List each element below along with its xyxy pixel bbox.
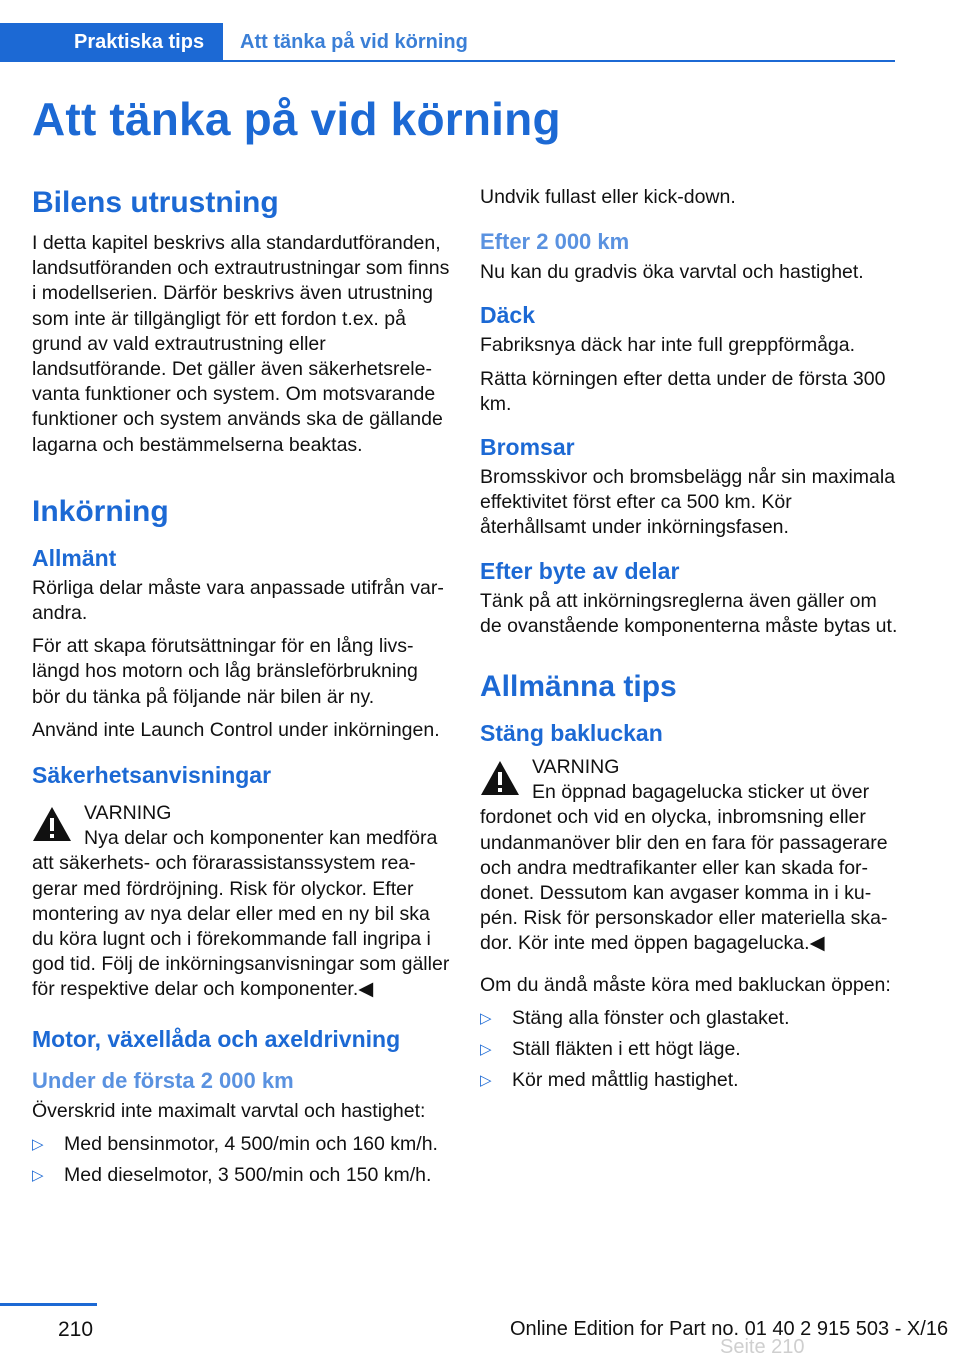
avoid-text: Undvik fullast eller kick-down. <box>480 186 736 208</box>
warning-text: En öppnad bagagelucka sticker ut över fordonet och vid en olycka, inbromsning eller undanmanöver blir den en fara för passagerare och andra medtrafikanter eller kan skada fordonet. Dessutom kan avgaser komma in i kupén. Risk för personskador eller materiella skador. Kör inte med öppen bagagelucka.◀ <box>480 781 888 955</box>
warning-label: VARNING <box>84 802 172 825</box>
brakes-heading: Bromsar <box>480 434 575 461</box>
bullet-icon: ▷ <box>32 1135 44 1153</box>
list-item: ▷ Med dieselmotor, 3 500/min och 150 km/h. <box>32 1163 450 1188</box>
first-2000-text: Överskrid inte maximalt varvtal och hastighet: <box>32 1099 426 1122</box>
equipment-heading: Bilens utrustning <box>32 186 279 219</box>
tyres-paragraph-1: Fabriksnya däck har inte full greppförmåga. <box>480 334 856 357</box>
open-tailgate-text: Om du ändå måste köra med bakluckan öppen: <box>480 973 891 996</box>
warning-label: VARNING <box>532 756 620 779</box>
engine-heading: Motor, växellåda och axeldrivning <box>32 1025 401 1052</box>
general-tips-heading: Allmänna tips <box>480 670 677 704</box>
general-paragraph-2: För att skapa förutsättningar för en lång livslängd hos motorn och låg bränsleförbrukning bör du tänka på följande när bilen är ny. <box>32 635 418 708</box>
header-divider <box>0 60 895 62</box>
tyres-paragraph-2: Rätta körningen efter detta under de första 300 km. <box>480 367 886 415</box>
current-topic-tab[interactable]: Att tänka på vid körning <box>240 31 468 53</box>
list-item: ▷ Ställ fläkten i ett högt läge. <box>480 1037 898 1062</box>
brakes-text: Bromsskivor och bromsbelägg når sin maximala effektivitet först efter ca 500 km. Kör återhållsamt under inkörningsfasen. <box>480 466 896 539</box>
general-heading: Allmänt <box>32 544 117 571</box>
watermark: Seite 210 <box>720 1336 805 1358</box>
warning-box <box>32 801 450 1003</box>
right-column <box>480 185 898 1099</box>
after-2000-text: Nu kan du gradvis öka varvtal och hastighet. <box>480 261 864 284</box>
general-paragraph-1: Rörliga delar måste vara anpassade utifrån varandra. <box>32 576 444 625</box>
tailgate-heading: Stäng bakluckan <box>480 720 663 747</box>
list-item: ▷ Kör med måttlig hastighet. <box>480 1068 898 1093</box>
section-tab[interactable]: Praktiska tips <box>0 23 223 61</box>
warning-text: Nya delar och komponenter kan medföra att säkerhets- och förarassistanssystem reagerar med fördröjning. Risk för olyckor. Efter montering av nya delar eller med en ny bil ska du köra lugnt och i förekommande fall ingripa i god tid. Följ de inkörningsanvisningar som gäller för respektive delar och komponenter.◀ <box>32 827 450 1001</box>
warning-box <box>480 755 898 957</box>
first-2000-heading: Under de första 2 000 km <box>32 1067 294 1093</box>
left-column <box>32 185 450 1194</box>
warning-triangle-icon <box>480 759 520 797</box>
list-item: ▷ Stäng alla fönster och glastaket. <box>480 1006 898 1031</box>
edition-text: Online Edition for Part no. 01 40 2 915 503 - X/16 <box>510 1318 949 1340</box>
page-title: Att tänka på vid körning <box>32 93 561 145</box>
bullet-icon: ▷ <box>480 1009 492 1027</box>
bullet-icon: ▷ <box>480 1072 492 1090</box>
bullet-icon: ▷ <box>480 1041 492 1059</box>
parts-heading: Efter byte av delar <box>480 557 680 584</box>
equipment-text: I detta kapitel beskrivs alla standardutföranden, landsutföranden och extrautrustningar som finns i modellserien. Därför beskrivs även utrustning som inte är tillgängligt för ett fordon t.ex. på grund av vald extrautrustning eller landsutförande. Det gäller även säkerhetsrelevanta funktioner och system. Om motsvarande funktioner och system används ska de gällande lagarna och bestämmelserna beaktas. <box>32 232 450 456</box>
breakin-heading: Inkörning <box>32 494 169 528</box>
general-paragraph-3: Använd inte Launch Control under inkörningen. <box>32 718 440 741</box>
page-header <box>0 0 960 64</box>
footer-divider <box>0 1303 97 1306</box>
parts-text: Tänk på att inkörningsreglerna även gäller om de ovanstående komponenterna måste bytas ut. <box>480 589 898 637</box>
safety-heading: Säkerhetsanvisningar <box>32 762 272 789</box>
tyres-heading: Däck <box>480 302 535 329</box>
warning-triangle-icon <box>32 805 72 843</box>
open-tailgate-list <box>480 1006 898 1094</box>
bullet-icon: ▷ <box>32 1167 44 1185</box>
engine-limits-list <box>32 1132 450 1188</box>
after-2000-heading: Efter 2 000 km <box>480 229 630 255</box>
page-number: 210 <box>58 1318 94 1341</box>
list-item: ▷ Med bensinmotor, 4 500/min och 160 km/h. <box>32 1132 450 1157</box>
